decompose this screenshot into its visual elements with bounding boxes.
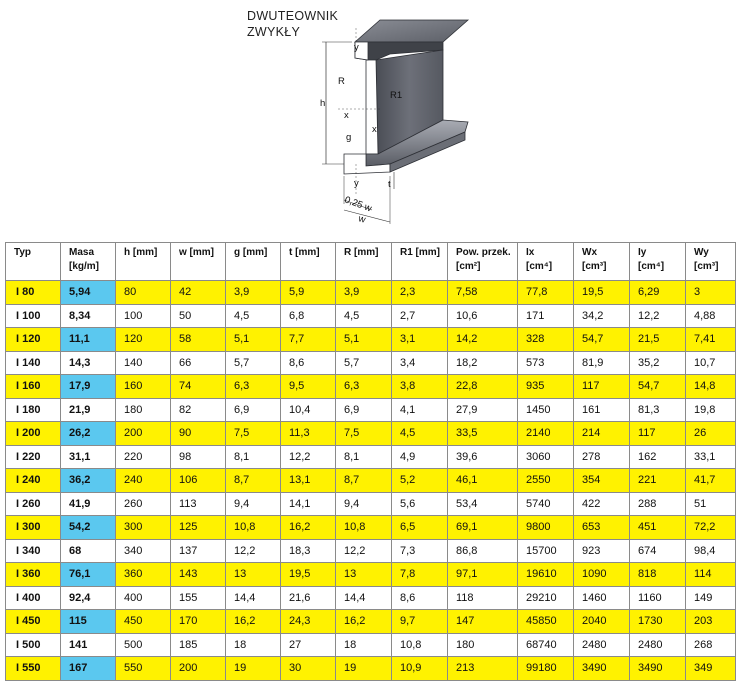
value-cell: 240 <box>116 469 171 493</box>
value-cell: 41,7 <box>686 469 736 493</box>
value-cell: 86,8 <box>448 539 518 563</box>
value-cell: 2140 <box>518 422 574 446</box>
value-cell: 19 <box>226 657 281 681</box>
value-cell: 9,4 <box>336 492 392 516</box>
value-cell: 354 <box>574 469 630 493</box>
value-cell: 14,4 <box>336 586 392 610</box>
value-cell: 220 <box>116 445 171 469</box>
value-cell: 98,4 <box>686 539 736 563</box>
value-cell: 125 <box>171 516 226 540</box>
value-cell: 5,1 <box>336 328 392 352</box>
value-cell: 451 <box>630 516 686 540</box>
label-y-top: y <box>354 42 359 53</box>
value-cell: 4,88 <box>686 304 736 328</box>
table-row <box>6 304 736 328</box>
table-row <box>6 445 736 469</box>
value-cell: 100 <box>116 304 171 328</box>
value-cell: 422 <box>574 492 630 516</box>
profile-type-cell: I 220 <box>6 445 61 469</box>
table-row <box>6 516 736 540</box>
column-header-name: w [mm] <box>179 247 214 258</box>
label-y-bottom: y <box>354 178 359 189</box>
table-header-row <box>6 243 736 281</box>
value-cell: 2,3 <box>392 281 448 305</box>
value-cell: 18 <box>226 633 281 657</box>
value-cell: 24,3 <box>281 610 336 634</box>
value-cell: 82 <box>171 398 226 422</box>
value-cell: 72,2 <box>686 516 736 540</box>
column-header-name: Typ <box>14 247 32 258</box>
value-cell: 288 <box>630 492 686 516</box>
value-cell: 50 <box>171 304 226 328</box>
value-cell: 10,8 <box>392 633 448 657</box>
value-cell: 98 <box>171 445 226 469</box>
value-cell: 45850 <box>518 610 574 634</box>
label-r: R <box>338 76 345 87</box>
value-cell: 3,4 <box>392 351 448 375</box>
value-cell: 120 <box>116 328 171 352</box>
value-cell: 106 <box>171 469 226 493</box>
value-cell: 5,6 <box>392 492 448 516</box>
table-row <box>6 351 736 375</box>
value-cell: 7,41 <box>686 328 736 352</box>
value-cell: 137 <box>171 539 226 563</box>
profile-type-cell: I 180 <box>6 398 61 422</box>
value-cell: 8,6 <box>281 351 336 375</box>
value-cell: 500 <box>116 633 171 657</box>
value-cell: 118 <box>448 586 518 610</box>
column-header-name: Masa <box>69 247 95 258</box>
value-cell: 68740 <box>518 633 574 657</box>
value-cell: 21,6 <box>281 586 336 610</box>
table-row <box>6 633 736 657</box>
value-cell: 1460 <box>574 586 630 610</box>
value-cell: 6,9 <box>226 398 281 422</box>
mass-cell: 41,9 <box>61 492 116 516</box>
value-cell: 1160 <box>630 586 686 610</box>
value-cell: 200 <box>116 422 171 446</box>
value-cell: 6,9 <box>336 398 392 422</box>
column-header <box>518 243 574 281</box>
value-cell: 81,9 <box>574 351 630 375</box>
title-line-2: ZWYKŁY <box>247 25 301 39</box>
value-cell: 8,1 <box>226 445 281 469</box>
mass-cell: 5,94 <box>61 281 116 305</box>
mass-cell: 92,4 <box>61 586 116 610</box>
profile-type-cell: I 400 <box>6 586 61 610</box>
value-cell: 80 <box>116 281 171 305</box>
value-cell: 221 <box>630 469 686 493</box>
top-flange-face <box>355 20 468 42</box>
value-cell: 2040 <box>574 610 630 634</box>
value-cell: 33,5 <box>448 422 518 446</box>
mass-cell: 76,1 <box>61 563 116 587</box>
value-cell: 74 <box>171 375 226 399</box>
profile-type-cell: I 340 <box>6 539 61 563</box>
column-header-name: Ix <box>526 247 535 258</box>
table-row <box>6 375 736 399</box>
value-cell: 18,3 <box>281 539 336 563</box>
column-header <box>226 243 281 281</box>
value-cell: 6,5 <box>392 516 448 540</box>
value-cell: 3,9 <box>226 281 281 305</box>
value-cell: 140 <box>116 351 171 375</box>
mass-cell: 8,34 <box>61 304 116 328</box>
table-row <box>6 398 736 422</box>
value-cell: 214 <box>574 422 630 446</box>
mass-cell: 21,9 <box>61 398 116 422</box>
column-header-unit: [cm³] <box>694 261 719 272</box>
value-cell: 260 <box>116 492 171 516</box>
value-cell: 14,1 <box>281 492 336 516</box>
column-header-unit: [cm⁴] <box>526 261 553 272</box>
mass-cell: 11,1 <box>61 328 116 352</box>
value-cell: 51 <box>686 492 736 516</box>
value-cell: 4,1 <box>392 398 448 422</box>
column-header <box>61 243 116 281</box>
column-header-name: g [mm] <box>234 247 268 258</box>
table-row <box>6 539 736 563</box>
column-header <box>171 243 226 281</box>
value-cell: 12,2 <box>630 304 686 328</box>
column-header-name: Pow. przek. <box>456 247 511 258</box>
value-cell: 15700 <box>518 539 574 563</box>
value-cell: 53,4 <box>448 492 518 516</box>
value-cell: 4,5 <box>336 304 392 328</box>
value-cell: 12,2 <box>336 539 392 563</box>
column-header <box>116 243 171 281</box>
value-cell: 1450 <box>518 398 574 422</box>
value-cell: 7,58 <box>448 281 518 305</box>
table-row <box>6 469 736 493</box>
value-cell: 200 <box>171 657 226 681</box>
value-cell: 2480 <box>574 633 630 657</box>
value-cell: 7,3 <box>392 539 448 563</box>
value-cell: 42 <box>171 281 226 305</box>
value-cell: 7,8 <box>392 563 448 587</box>
value-cell: 573 <box>518 351 574 375</box>
mass-cell: 54,2 <box>61 516 116 540</box>
value-cell: 155 <box>171 586 226 610</box>
mass-cell: 26,2 <box>61 422 116 446</box>
value-cell: 30 <box>281 657 336 681</box>
value-cell: 81,3 <box>630 398 686 422</box>
column-header <box>630 243 686 281</box>
value-cell: 8,7 <box>226 469 281 493</box>
value-cell: 19 <box>336 657 392 681</box>
value-cell: 5740 <box>518 492 574 516</box>
value-cell: 935 <box>518 375 574 399</box>
column-header-name: R [mm] <box>344 247 379 258</box>
value-cell: 10,4 <box>281 398 336 422</box>
mass-cell: 68 <box>61 539 116 563</box>
value-cell: 16,2 <box>281 516 336 540</box>
value-cell: 14,4 <box>226 586 281 610</box>
value-cell: 5,2 <box>392 469 448 493</box>
value-cell: 213 <box>448 657 518 681</box>
label-x-right: x <box>372 124 377 135</box>
value-cell: 114 <box>686 563 736 587</box>
value-cell: 9,4 <box>226 492 281 516</box>
mass-cell: 17,9 <box>61 375 116 399</box>
value-cell: 8,1 <box>336 445 392 469</box>
i-beam-diagram <box>300 14 500 234</box>
column-header-name: t [mm] <box>289 247 320 258</box>
table-row <box>6 610 736 634</box>
column-header-name: Wx <box>582 247 597 258</box>
value-cell: 19,5 <box>281 563 336 587</box>
value-cell: 13,1 <box>281 469 336 493</box>
column-header-name: h [mm] <box>124 247 158 258</box>
mass-cell: 115 <box>61 610 116 634</box>
value-cell: 18,2 <box>448 351 518 375</box>
value-cell: 4,9 <box>392 445 448 469</box>
value-cell: 58 <box>171 328 226 352</box>
value-cell: 19,5 <box>574 281 630 305</box>
table-row <box>6 328 736 352</box>
column-header-unit: [cm⁴] <box>638 261 665 272</box>
value-cell: 10,8 <box>226 516 281 540</box>
table-row <box>6 492 736 516</box>
value-cell: 66 <box>171 351 226 375</box>
value-cell: 21,5 <box>630 328 686 352</box>
value-cell: 35,2 <box>630 351 686 375</box>
profile-type-cell: I 500 <box>6 633 61 657</box>
value-cell: 9800 <box>518 516 574 540</box>
value-cell: 171 <box>518 304 574 328</box>
value-cell: 3,8 <box>392 375 448 399</box>
value-cell: 14,8 <box>686 375 736 399</box>
value-cell: 268 <box>686 633 736 657</box>
profile-type-cell: I 160 <box>6 375 61 399</box>
value-cell: 300 <box>116 516 171 540</box>
title-line-1: DWUTEOWNIK <box>247 9 339 23</box>
value-cell: 10,6 <box>448 304 518 328</box>
value-cell: 349 <box>686 657 736 681</box>
column-header <box>6 243 61 281</box>
profile-type-cell: I 80 <box>6 281 61 305</box>
value-cell: 149 <box>686 586 736 610</box>
value-cell: 5,9 <box>281 281 336 305</box>
value-cell: 4,5 <box>392 422 448 446</box>
label-g: g <box>346 132 352 143</box>
label-t: t <box>388 179 391 190</box>
column-header <box>448 243 518 281</box>
value-cell: 2480 <box>630 633 686 657</box>
value-cell: 5,7 <box>336 351 392 375</box>
table-body <box>6 281 736 681</box>
value-cell: 12,2 <box>226 539 281 563</box>
value-cell: 674 <box>630 539 686 563</box>
value-cell: 8,6 <box>392 586 448 610</box>
profile-type-cell: I 140 <box>6 351 61 375</box>
value-cell: 99180 <box>518 657 574 681</box>
value-cell: 203 <box>686 610 736 634</box>
value-cell: 180 <box>116 398 171 422</box>
value-cell: 143 <box>171 563 226 587</box>
value-cell: 7,5 <box>336 422 392 446</box>
profile-type-cell: I 100 <box>6 304 61 328</box>
value-cell: 19,8 <box>686 398 736 422</box>
mass-cell: 14,3 <box>61 351 116 375</box>
table-row <box>6 422 736 446</box>
value-cell: 16,2 <box>226 610 281 634</box>
value-cell: 450 <box>116 610 171 634</box>
column-header-name: R1 [mm] <box>400 247 441 258</box>
profile-type-cell: I 550 <box>6 657 61 681</box>
value-cell: 117 <box>630 422 686 446</box>
value-cell: 19610 <box>518 563 574 587</box>
value-cell: 6,29 <box>630 281 686 305</box>
column-header-unit: [cm³] <box>582 261 607 272</box>
value-cell: 27 <box>281 633 336 657</box>
value-cell: 54,7 <box>630 375 686 399</box>
i-beam-figure <box>300 14 500 234</box>
value-cell: 2550 <box>518 469 574 493</box>
value-cell: 9,5 <box>281 375 336 399</box>
label-w: w <box>357 213 367 226</box>
value-cell: 10,9 <box>392 657 448 681</box>
value-cell: 97,1 <box>448 563 518 587</box>
table-row <box>6 586 736 610</box>
value-cell: 161 <box>574 398 630 422</box>
value-cell: 6,3 <box>226 375 281 399</box>
web-section <box>366 60 378 154</box>
value-cell: 54,7 <box>574 328 630 352</box>
value-cell: 818 <box>630 563 686 587</box>
value-cell: 1730 <box>630 610 686 634</box>
value-cell: 2,7 <box>392 304 448 328</box>
column-header-unit: [kg/m] <box>69 261 99 272</box>
value-cell: 34,2 <box>574 304 630 328</box>
value-cell: 160 <box>116 375 171 399</box>
value-cell: 8,7 <box>336 469 392 493</box>
profile-type-cell: I 120 <box>6 328 61 352</box>
value-cell: 7,5 <box>226 422 281 446</box>
column-header-unit: [cm²] <box>456 261 481 272</box>
profile-table <box>5 242 736 681</box>
mass-cell: 31,1 <box>61 445 116 469</box>
mass-cell: 36,2 <box>61 469 116 493</box>
value-cell: 328 <box>518 328 574 352</box>
value-cell: 46,1 <box>448 469 518 493</box>
column-header <box>574 243 630 281</box>
value-cell: 117 <box>574 375 630 399</box>
value-cell: 278 <box>574 445 630 469</box>
value-cell: 340 <box>116 539 171 563</box>
value-cell: 29210 <box>518 586 574 610</box>
value-cell: 7,7 <box>281 328 336 352</box>
value-cell: 33,1 <box>686 445 736 469</box>
value-cell: 147 <box>448 610 518 634</box>
mass-cell: 141 <box>61 633 116 657</box>
value-cell: 16,2 <box>336 610 392 634</box>
value-cell: 923 <box>574 539 630 563</box>
value-cell: 3490 <box>630 657 686 681</box>
value-cell: 27,9 <box>448 398 518 422</box>
value-cell: 77,8 <box>518 281 574 305</box>
label-h: h <box>320 98 326 109</box>
value-cell: 39,6 <box>448 445 518 469</box>
value-cell: 3,9 <box>336 281 392 305</box>
column-header-name: Wy <box>694 247 709 258</box>
table-row <box>6 657 736 681</box>
value-cell: 26 <box>686 422 736 446</box>
value-cell: 170 <box>171 610 226 634</box>
value-cell: 3490 <box>574 657 630 681</box>
value-cell: 1090 <box>574 563 630 587</box>
value-cell: 90 <box>171 422 226 446</box>
value-cell: 180 <box>448 633 518 657</box>
value-cell: 5,7 <box>226 351 281 375</box>
value-cell: 400 <box>116 586 171 610</box>
value-cell: 360 <box>116 563 171 587</box>
table-row <box>6 563 736 587</box>
value-cell: 10,7 <box>686 351 736 375</box>
value-cell: 653 <box>574 516 630 540</box>
value-cell: 13 <box>336 563 392 587</box>
value-cell: 6,8 <box>281 304 336 328</box>
value-cell: 113 <box>171 492 226 516</box>
value-cell: 3060 <box>518 445 574 469</box>
profile-type-cell: I 200 <box>6 422 61 446</box>
value-cell: 9,7 <box>392 610 448 634</box>
value-cell: 12,2 <box>281 445 336 469</box>
profile-type-cell: I 450 <box>6 610 61 634</box>
value-cell: 162 <box>630 445 686 469</box>
mass-cell: 167 <box>61 657 116 681</box>
value-cell: 550 <box>116 657 171 681</box>
profile-type-cell: I 240 <box>6 469 61 493</box>
value-cell: 3,1 <box>392 328 448 352</box>
table-row <box>6 281 736 305</box>
value-cell: 3 <box>686 281 736 305</box>
column-header <box>392 243 448 281</box>
value-cell: 13 <box>226 563 281 587</box>
value-cell: 185 <box>171 633 226 657</box>
column-header <box>336 243 392 281</box>
label-r1: R1 <box>390 90 403 101</box>
value-cell: 4,5 <box>226 304 281 328</box>
value-cell: 6,3 <box>336 375 392 399</box>
value-cell: 11,3 <box>281 422 336 446</box>
column-header <box>281 243 336 281</box>
column-header-name: Iy <box>638 247 647 258</box>
profile-type-cell: I 300 <box>6 516 61 540</box>
column-header <box>686 243 736 281</box>
value-cell: 69,1 <box>448 516 518 540</box>
value-cell: 22,8 <box>448 375 518 399</box>
value-cell: 14,2 <box>448 328 518 352</box>
value-cell: 10,8 <box>336 516 392 540</box>
profile-type-cell: I 260 <box>6 492 61 516</box>
profile-type-cell: I 360 <box>6 563 61 587</box>
value-cell: 5,1 <box>226 328 281 352</box>
value-cell: 18 <box>336 633 392 657</box>
label-x-left: x <box>344 110 349 121</box>
label-quarter-w: 0,25 w <box>342 194 374 215</box>
